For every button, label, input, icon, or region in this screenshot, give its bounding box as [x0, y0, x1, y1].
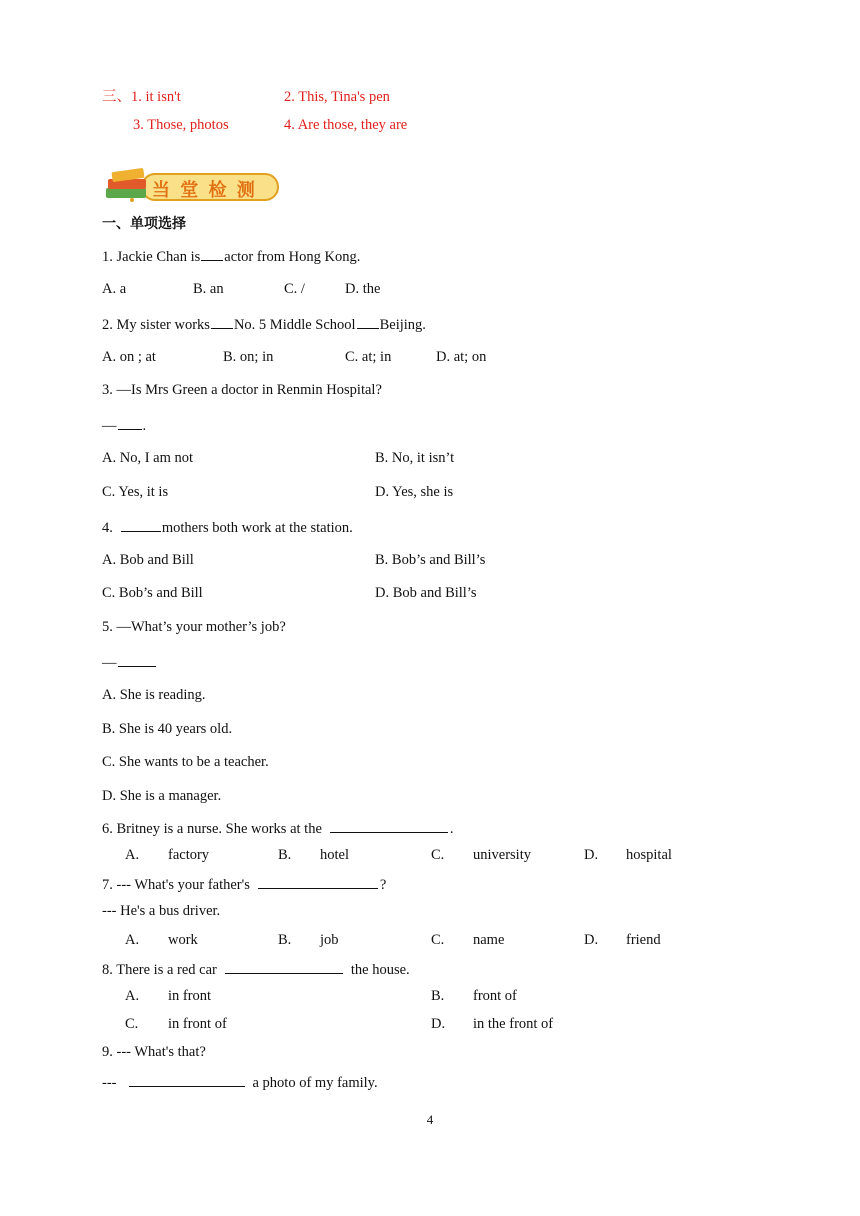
q7-label-a: A. [125, 932, 140, 948]
answer-2: 2. This, Tina's pen [284, 89, 390, 105]
q3-option-b: B. No, it isn’t [375, 450, 455, 466]
question-7: 7. --- What's your father's ? [102, 874, 386, 894]
q5-option-d: D. She is a manager. [102, 788, 222, 804]
q3-option-a: A. No, I am not [102, 450, 194, 466]
q4-option-c: C. Bob’s and Bill [102, 585, 203, 601]
q2-option-a: A. on ; at [102, 349, 156, 365]
q5-reply: — [102, 652, 157, 672]
q5-option-a: A. She is reading. [102, 687, 206, 703]
q7-label-d: D. [584, 932, 599, 948]
q4-option-d: D. Bob and Bill’s [375, 585, 477, 601]
q2-option-b: B. on; in [223, 349, 274, 365]
q7-reply: --- He's a bus driver. [102, 903, 221, 919]
q8-option-a: in front [168, 988, 212, 1004]
q5-option-b: B. She is 40 years old. [102, 721, 233, 737]
q6-option-c: university [473, 847, 531, 863]
question-4: 4. mothers both work at the station. [102, 517, 353, 537]
q7-option-a: work [168, 932, 198, 948]
q9-reply: --- a photo of my family. [102, 1072, 378, 1092]
q3-option-d: D. Yes, she is [375, 484, 454, 500]
section-title: 一、单项选择 [102, 216, 186, 232]
q5-option-c: C. She wants to be a teacher. [102, 754, 269, 770]
q1-option-c: C. / [284, 281, 305, 297]
q7-option-c: name [473, 932, 505, 948]
q1-option-d: D. the [345, 281, 381, 297]
q1-option-b: B. an [193, 281, 224, 297]
q7-option-d: friend [626, 932, 661, 948]
answer-3: 3. Those, photos [133, 117, 229, 133]
question-8: 8. There is a red car the house. [102, 959, 410, 979]
q8-option-c: in front of [168, 1016, 227, 1032]
section-banner [102, 166, 282, 206]
q8-label-b: B. [431, 988, 445, 1004]
q2-option-c: C. at; in [345, 349, 392, 365]
question-3: 3. —Is Mrs Green a doctor in Renmin Hospital? [102, 382, 382, 398]
question-9: 9. --- What's that? [102, 1044, 206, 1060]
q6-label-c: C. [431, 847, 445, 863]
answer-marker: 三、1. it isn't [102, 89, 181, 105]
q4-option-a: A. Bob and Bill [102, 552, 194, 568]
q6-option-b: hotel [320, 847, 349, 863]
q6-option-a: factory [168, 847, 210, 863]
banner-title: 当 堂 检 测 [152, 180, 257, 201]
question-5: 5. —What’s your mother’s job? [102, 619, 286, 635]
q8-label-d: D. [431, 1016, 446, 1032]
q7-option-b: job [320, 932, 339, 948]
question-1: 1. Jackie Chan is actor from Hong Kong. [102, 246, 360, 266]
question-6: 6. Britney is a nurse. She works at the . [102, 818, 454, 838]
q3-reply: — . [102, 415, 146, 435]
q6-label-a: A. [125, 847, 140, 863]
q8-option-d: in the front of [473, 1016, 554, 1032]
page-number: 4 [426, 1112, 434, 1127]
q8-option-b: front of [473, 988, 517, 1004]
q6-option-d: hospital [626, 847, 672, 863]
q8-label-c: C. [125, 1016, 139, 1032]
q2-option-d: D. at; on [436, 349, 487, 365]
q7-label-b: B. [278, 932, 292, 948]
q6-label-d: D. [584, 847, 599, 863]
q3-option-c: C. Yes, it is [102, 484, 169, 500]
q6-label-b: B. [278, 847, 292, 863]
q4-option-b: B. Bob’s and Bill’s [375, 552, 486, 568]
answer-4: 4. Are those, they are [284, 117, 408, 133]
question-2: 2. My sister works No. 5 Middle School Beijing. [102, 314, 426, 334]
q7-label-c: C. [431, 932, 445, 948]
q8-label-a: A. [125, 988, 140, 1004]
q1-option-a: A. a [102, 281, 127, 297]
